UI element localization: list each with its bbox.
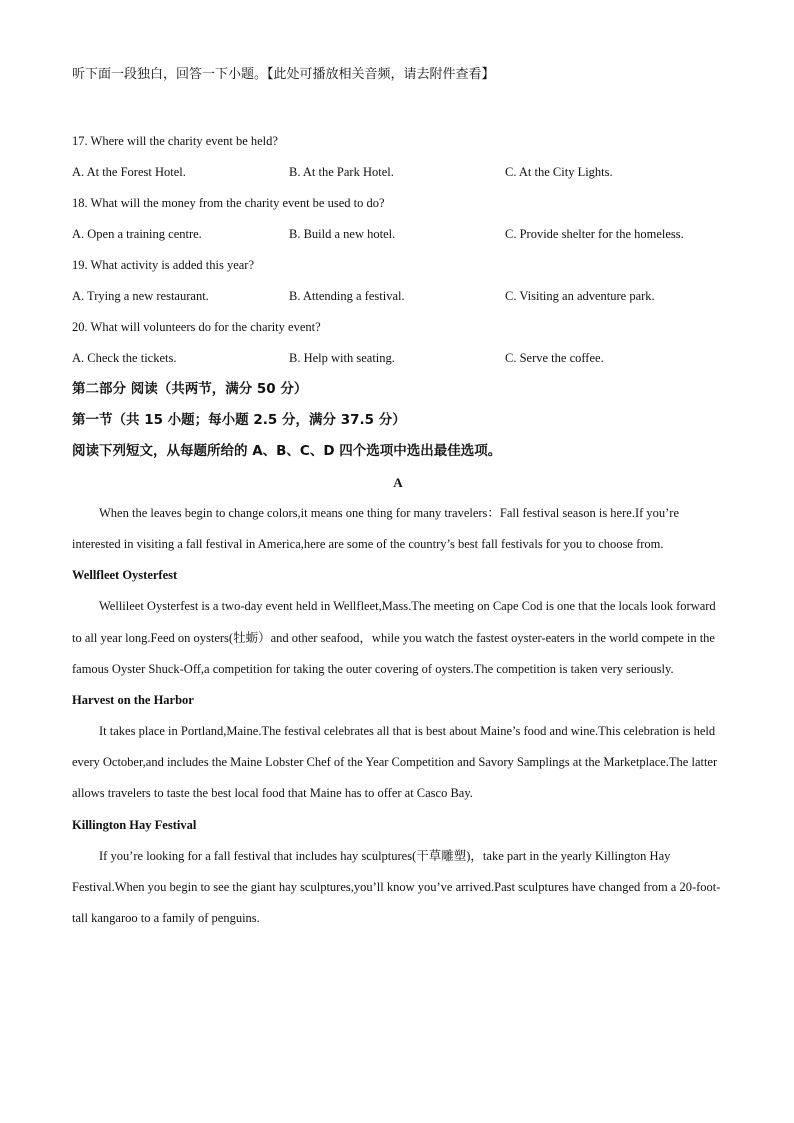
question-19: 19. What activity is added this year? [72,258,255,272]
section-heading: Harvest on the Harbor [72,693,194,708]
options-19 [72,281,724,312]
document-page [72,62,724,934]
passage-paragraph: Wellileet Oysterfest is a two-day event held in Wellfleet,Mass.The meeting on Cape Cod is one that the locals look forward to all year long.Feed on oysters(牡蛎）and other seafood，while you watch the fastest oyster-eaters in the world compete in the famous Oyster Shuck-Off,a competition for taking the outer covering of oysters.The competition is taken very seriously. [72,599,716,676]
option-a: A. Check the tickets. [72,351,177,365]
option-b: B. Attending a festival. [289,289,405,303]
question-18: 18. What will the money from the charity event be used to do? [72,196,385,210]
option-b: B. At the Park Hotel. [289,165,394,179]
question-20: 20. What will volunteers do for the charity event? [72,320,321,334]
options-18 [72,219,724,250]
option-c: C. At the City Lights. [505,165,613,179]
option-c: C. Provide shelter for the homeless. [505,227,684,241]
reading-instruction: 阅读下列短文，从每题所给的 A、B、C、D 四个选项中选出最佳选项。 [72,443,502,459]
part-two-heading: 第二部分 阅读（共两节，满分 50 分） [72,381,308,397]
passage-paragraph: When the leaves begin to change colors,it means one thing for many travelers：Fall festival season is here.If you’re interested in visiting a fall festival in America,here are some of the country’s best fall festivals for you to choose from. [72,506,680,552]
option-a: A. Trying a new restaurant. [72,289,209,303]
section-heading: Killington Hay Festival [72,817,197,832]
option-c: C. Visiting an adventure park. [505,289,655,303]
option-c: C. Serve the coffee. [505,351,604,365]
listening-intro: 听下面一段独白，回答一下小题。【此处可播放相关音频，请去附件查看】 [72,66,495,81]
section-heading: Wellfleet Oysterfest [72,568,178,583]
option-b: B. Build a new hotel. [289,227,396,241]
passage-label: A [393,475,403,490]
option-a: A. Open a training centre. [72,227,202,241]
options-17 [72,157,724,188]
option-b: B. Help with seating. [289,351,395,365]
option-a: A. At the Forest Hotel. [72,165,186,179]
section-one-heading: 第一节（共 15 小题；每小题 2.5 分，满分 37.5 分） [72,412,406,428]
passage-paragraph: It takes place in Portland,Maine.The festival celebrates all that is best about Maine’s food and wine.This celebration is held every October,and includes the Maine Lobster Chef of the Year Competition and Savory Samplings at the Marketplace.The latter allows travelers to taste the best local food that Maine has to offer at Casco Bay. [72,724,718,801]
question-17: 17. Where will the charity event be held? [72,134,278,148]
options-20 [72,343,724,374]
passage-paragraph: If you’re looking for a fall festival that includes hay sculptures(干草雕塑)，take part in the yearly Killington Hay Festival.When you begin to see the giant hay sculptures,you’ll know you’ve arrived.Past sculptures have changed from a 20-foot-tall kangaroo to a family of penguins. [72,848,721,926]
